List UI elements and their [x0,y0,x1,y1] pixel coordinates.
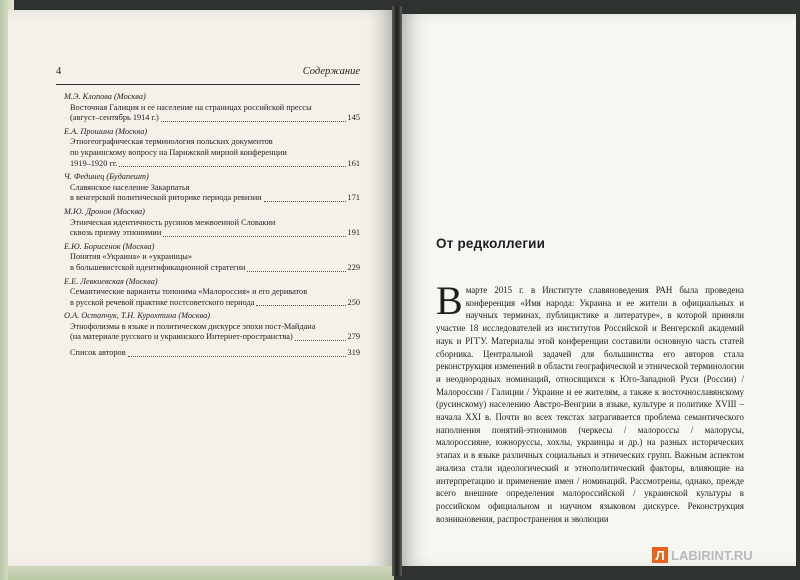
toc-title-last-line [56,159,360,170]
toc-title-line: (август–сентябрь 1914 г.) [70,113,159,123]
toc-title-line: Семантические варианты топонима «Малороссия» и его дериватов [70,287,308,297]
dot-leader [256,305,345,306]
toc-title-last-line [56,332,360,343]
toc-page-number: 319 [347,348,360,358]
toc-author: Е.Е. Левкиевская (Москва) [64,276,158,286]
toc-entry [56,277,360,309]
toc-page-number: 161 [347,158,360,168]
toc-author: М.Ю. Дронов (Москва) [64,206,145,216]
cover-bottom-edge [8,566,394,580]
toc-entry [56,92,360,124]
toc-page-number: 171 [347,193,360,203]
dot-leader [161,121,346,122]
toc-authors-list [56,348,360,359]
book-gutter [392,6,402,576]
toc-title-last-line [56,263,360,274]
toc-author: О.А. Остапчук, Т.Н. Курохтина (Москва) [64,311,211,321]
toc-entry [56,127,360,169]
toc-title-line: по украинскому вопросу на Парижской мирной конференции [70,147,287,157]
toc-title-line: сквозь призму этнонимии [70,228,162,238]
toc-title-line: Этногеографическая терминология польских документов [70,137,273,147]
toc-entry [56,207,360,239]
labirint-logo-icon: Л [652,547,668,563]
toc-title-last-line [56,298,360,309]
toc-title-line: в русской речевой практике постсоветского периода [70,297,255,307]
toc-entry [56,311,360,343]
section-title: Содержание [302,66,360,77]
toc-title-line: Славянское население Закарпатья [70,182,190,192]
toc-page-number: 191 [347,228,360,238]
table-of-contents [56,92,360,359]
page-number: 4 [56,66,62,77]
dot-leader [119,166,345,167]
dot-leader [128,356,346,357]
toc-page-number: 145 [347,113,360,123]
toc-title-line: 1919–1920 гг. [70,158,118,168]
toc-author: Е.Ю. Борисенок (Москва) [64,241,155,251]
toc-title-line: в венгерской политической риторике периода ревизии [70,193,262,203]
toc-author: Ч. Фединец (Будапешт) [64,172,149,182]
paragraph-text: марте 2015 г. в Институте славяноведения РАН была проведена конференция «Имя народа: Украина и ее жители в официальных и научных терминах, публицистике и литературе», в которой приняли участие 18 исследователей из институтов Российской и Венгерской академий наук и РГГУ. Материалы этой конференции составили основную часть статей сборника. Центральной задачей для большинства его авторов стала реконструкция изменений в области географической и этнической терминологии и неоднородных номинаций, относящихся к Юго-Западной Руси (России) / Малороссии / Галиции / Украине и ее жителям, а также к восточнославянскому (русинскому) населению Австро-Венгрии в языке, культуре и политике XVIII – начала XXI в. Почти во всех текстах затрагивается проблема семантического наполнения понятий-этнонимов (черкесы / малороссы / малорусы, малороссияне, южноруссы, хохлы, украинцы и др.) на разных исторических этапах и в языке различных социальных и этнических групп. Важным аспектом анализа стали идеологический и этнополитический факторы, влияющие на интерпретацию и применение имен / номинаций. Рассмотрены, однако, прежде всего внешние определения малороссийской / украинской культуры в российском официальном и научном языковом дискурсе. Реконструкция возникновения, распространения и эволюции [436,285,744,524]
toc-title-line: Этническая идентичность русинов межвоенной Словакии [70,217,276,227]
toc-page-number: 229 [347,262,360,272]
authors-list-label: Список авторов [70,348,126,358]
toc-page-number: 250 [347,297,360,307]
toc-title-last-line [56,228,360,239]
toc-title-last-line [56,113,360,124]
toc-entry [56,242,360,274]
toc-title-line: Понятия «Украина» и «украинцы» [70,252,193,262]
dot-leader [247,271,345,272]
toc-title-line: в большевистской идентификационной стратегии [70,262,246,272]
body-paragraph [436,278,744,525]
toc-page-number: 279 [347,332,360,342]
toc-title-line: Этнофолизмы в языке и политическом дискурсе эпохи пост-Майдана [70,321,316,331]
toc-author: М.Э. Клопова (Москва) [64,92,146,101]
header-rule [56,84,360,85]
toc-title-line: Восточная Галиция и ее население на страницах российской прессы [70,102,312,112]
dot-leader [264,201,346,202]
toc-title-last-line [56,193,360,204]
drop-cap: В [436,278,463,323]
dot-leader [163,236,345,237]
dot-leader [295,340,346,341]
watermark [652,544,753,566]
toc-entry [56,172,360,204]
chapter-heading: От редколлегии [436,236,546,251]
chapter-body [436,278,744,525]
left-page-header [56,66,360,84]
watermark-text: LABIRINT.RU [671,547,753,563]
toc-author: Е.А. Прошина (Москва) [64,126,148,136]
toc-title-line: (на материале русского и украинского Интернет-пространства) [70,332,293,342]
